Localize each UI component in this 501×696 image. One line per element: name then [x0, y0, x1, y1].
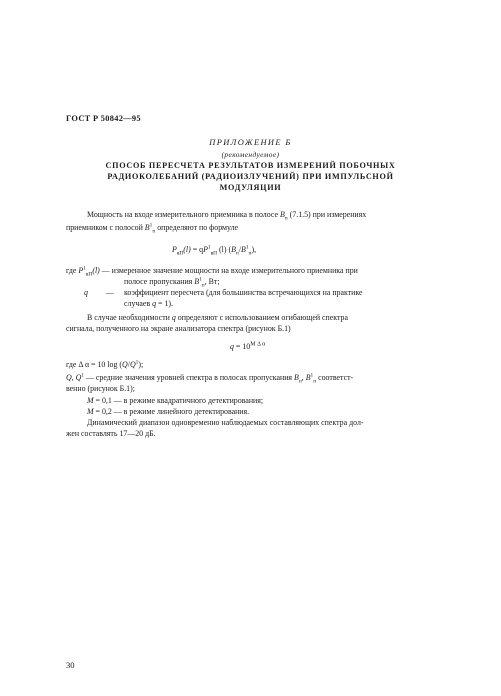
definition-measured-power-cont: полосе пропускания $B^1_п$, Вт;	[124, 276, 220, 289]
page-number: 30	[66, 660, 75, 670]
definition-q-symbol: q	[84, 288, 88, 297]
appendix-label: ПРИЛОЖЕНИЕ Б	[209, 138, 292, 147]
paragraph-3-line-1: Динамический диапазон одновременно наблюдаемых составляющих спектра дол-	[87, 418, 364, 427]
formula-power: $P_{вП}(l) = qP^1_{вП}$ (l) $(B_п/B^1_п)$,	[172, 244, 257, 257]
paragraph-3-line-2: жен составлять 17—20 дБ.	[66, 429, 156, 438]
definition-q-text: коэффициент пересчета (для большинства встречающихся на практике	[124, 288, 363, 297]
paragraph-2-line-2: сигнала, полученного на экране анализатора спектра (рисунок Б.1)	[66, 324, 291, 333]
appendix-status: (рекомендуемое)	[221, 150, 280, 159]
definition-spectrum-levels: Q, $Q^1$ — средние значения уровней спектра в полосах пропускания $B_п$, $B^1_п$ соответст-	[66, 372, 354, 385]
definition-m-linear: M = 0,2 — в режиме линейного детектирования.	[87, 407, 250, 416]
definition-q-dash: —	[106, 288, 114, 297]
section-title-line-1: СПОСОБ ПЕРЕСЧЕТА РЕЗУЛЬТАТОВ ИЗМЕРЕНИЙ ПОБОЧНЫХ	[105, 161, 396, 170]
formula-q: $q = 10^{M \Delta \alpha}$	[230, 341, 266, 351]
paragraph-1-line-2: приемником с полосой $B^1_п$ определяют по формуле	[66, 222, 239, 235]
definition-q-cont: случаев q = 1).	[124, 299, 173, 308]
definition-m-quadratic: M = 0,1 — в режиме квадратичного детектирования;	[87, 396, 264, 405]
section-title-line-3: МОДУЛЯЦИИ	[219, 183, 282, 192]
definition-measured-power: где $P^1_{вП}(l)$ — измеренное значение мощности на входе измерительного приемника при	[66, 265, 358, 278]
section-title-line-2: РАДИОКОЛЕБАНИЙ (РАДИОИЗЛУЧЕНИЙ) ПРИ ИМПУЛЬСНОЙ	[107, 172, 394, 181]
paragraph-1-line-1: Мощность на входе измерительного приемника в полосе $B_п$ (7.1.5) при измерениях	[87, 210, 367, 222]
paragraph-2-line-1: В случае необходимости q определяют с использованием огибающей спектра	[87, 313, 348, 322]
definition-delta-alpha: где Δ α = 10 $\log (Q/Q^1)$;	[66, 359, 144, 369]
definition-spectrum-levels-cont: венно (рисунок Б.1);	[66, 384, 135, 393]
document-header: ГОСТ Р 50842—95	[66, 114, 141, 123]
